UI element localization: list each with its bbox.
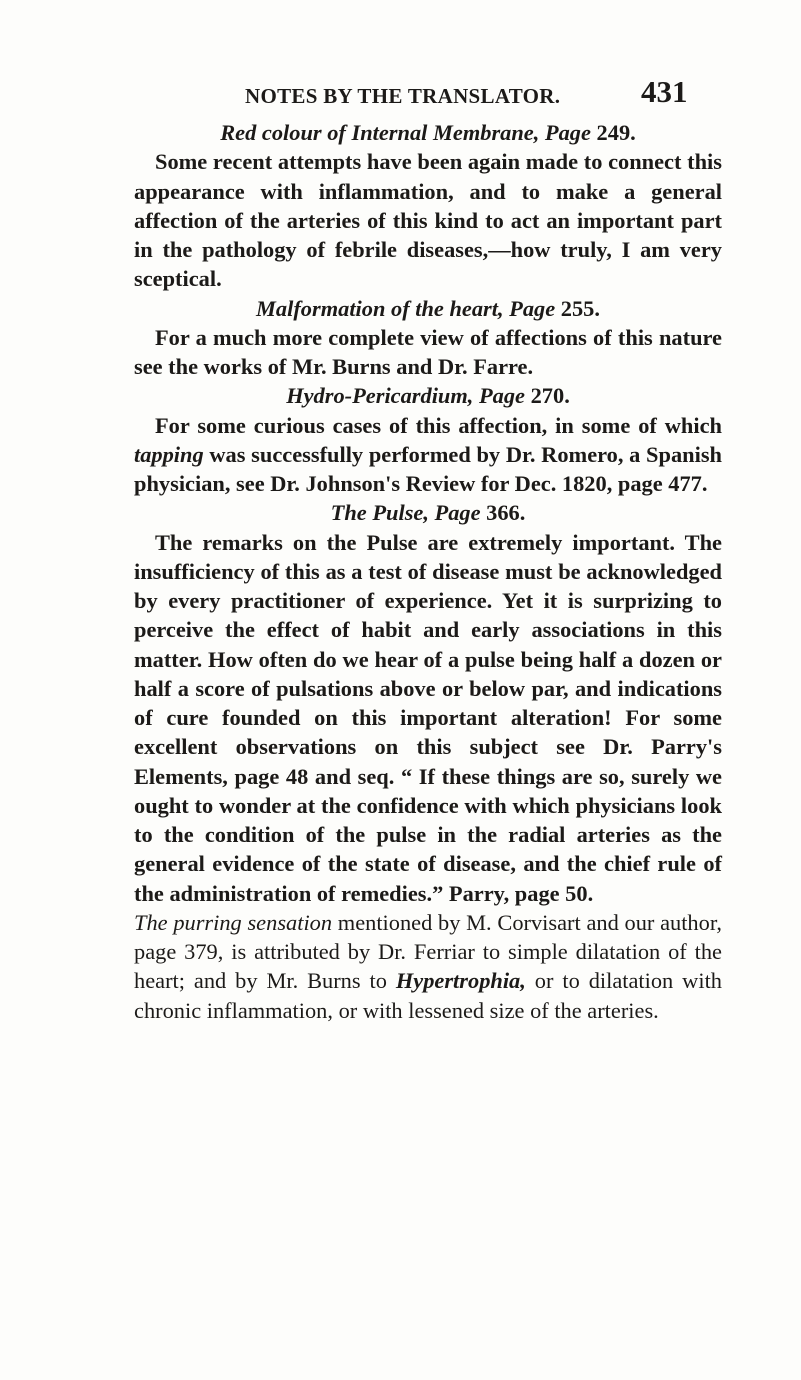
section-heading-text: Malformation of the heart, Page <box>256 295 556 321</box>
emphasis-purring-sensation: The purring sensation <box>134 909 333 935</box>
paragraph-pulse: The remarks on the Pulse are extremely important. The insufficiency of this as a test of disease must be acknowledged by every practitioner of experience. Yet it is surprizing to perceive the effect of habit and early associations in this matter. How often do we hear of a pulse being half a dozen or half a score of pulsations above or below par, and indications of cure founded on this important alteration! For some excellent observations on this subject see Dr. Parry's Elements, page 48 and seq. “ If these things are so, surely we ought to wonder at the confidence with which physicians look to the condition of the pulse in the radial arteries as the general evidence of the state of disease, and the chief rule of the administration of remedies.” Parry, page 50. <box>134 529 722 906</box>
paragraph-text: mentioned by M. Corvisart and our author, page 379, is attributed by Dr. Ferriar to simple dilatation of the heart; and by Mr. Burns to <box>134 909 722 994</box>
section-heading-malformation <box>134 294 722 323</box>
emphasis-tapping: tapping <box>134 441 204 467</box>
section-heading-text: Hydro-Pericardium, Page <box>286 383 526 409</box>
running-head: NOTES BY THE TRANSLATOR. <box>245 84 561 108</box>
page-body <box>134 118 722 1025</box>
section-heading-red-colour <box>134 118 722 147</box>
section-heading-page: 270. <box>525 383 570 409</box>
paragraph-red-colour: Some recent attempts have been again made to connect this appearance with inflammation, and to make a general affection of the arteries of this kind to act an important part in the pathology of febrile diseases,—how truly, I am very sceptical. <box>134 149 722 292</box>
section-heading-page: 366. <box>480 500 526 526</box>
paragraph-text: or to dilatation with chronic inflammation, or with lessened size of the arteries. <box>134 968 722 1023</box>
section-heading-hydro-pericardium <box>134 381 722 410</box>
paragraph-text: For some curious cases of this affection, in some of which <box>155 412 722 438</box>
section-heading-page: 249. <box>590 120 636 145</box>
paragraph-hydro-pericardium <box>134 411 722 499</box>
page-number: 431 <box>641 74 688 109</box>
section-heading-page: 255. <box>555 295 600 321</box>
paragraph-malformation: For a much more complete view of affections of this nature see the works of Mr. Burns and Dr. Farre. <box>134 324 722 379</box>
emphasis-hypertrophia: Hypertrophia, <box>395 968 526 994</box>
section-heading-text: The Pulse, Page <box>330 500 481 526</box>
paragraph-text: was successfully performed by Dr. Romero, a Spanish physician, see Dr. Johnson's Review for Dec. 1820, page 477. <box>134 441 722 496</box>
section-heading-pulse <box>134 498 722 527</box>
paragraph-purring-sensation <box>134 908 722 1025</box>
section-heading-text: Red colour of Internal Membrane, Page <box>220 120 591 145</box>
page-header <box>0 74 801 114</box>
